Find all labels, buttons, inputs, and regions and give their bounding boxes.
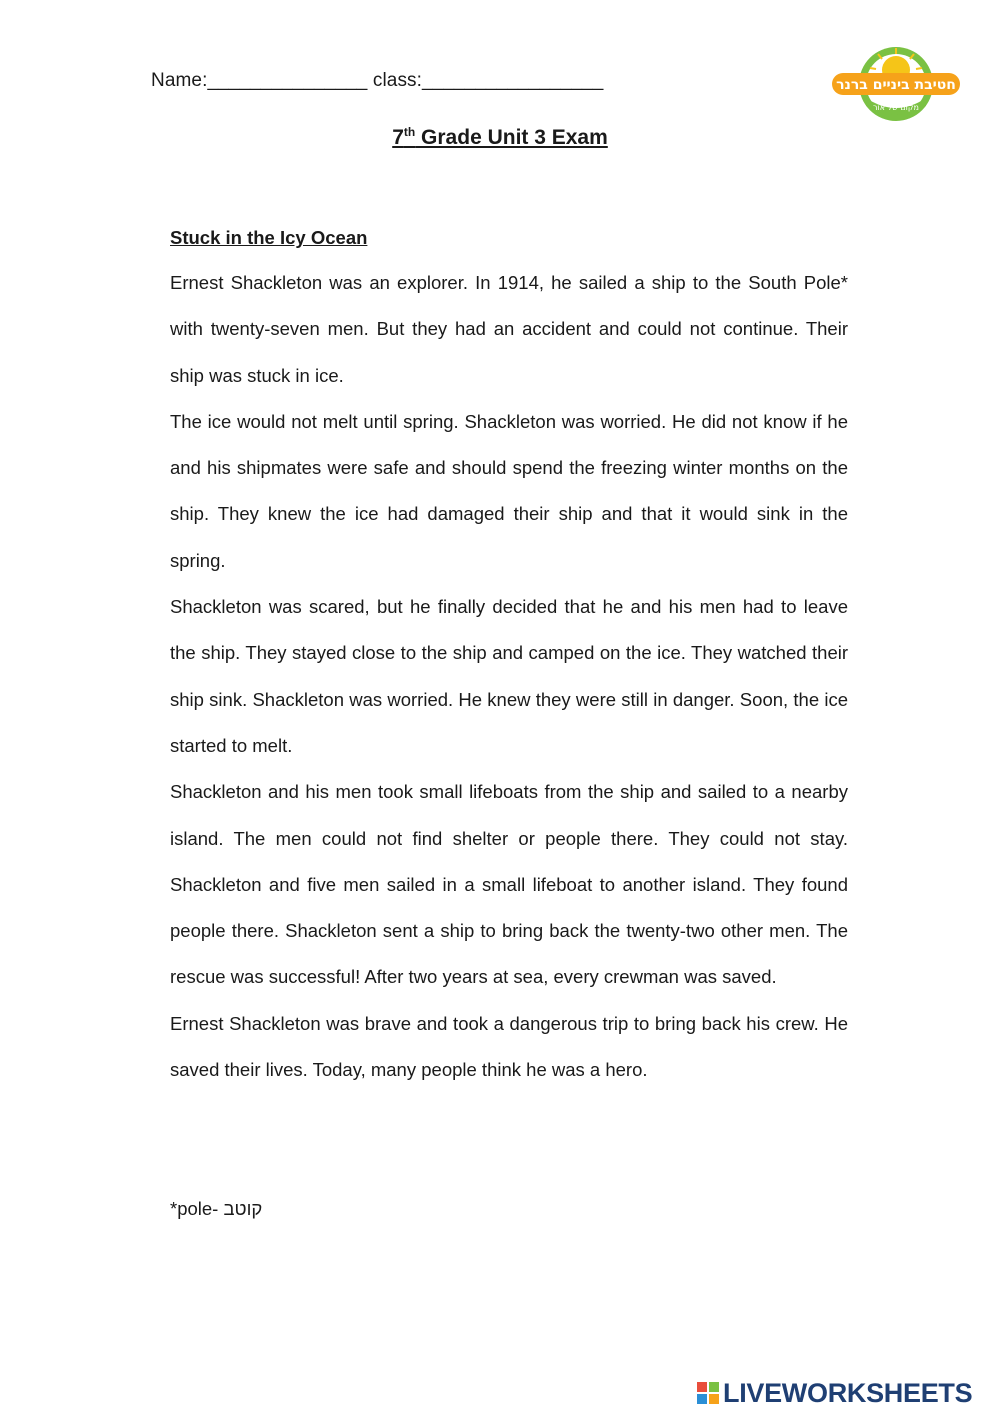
name-field-label[interactable]: Name:_______________ xyxy=(151,70,368,91)
student-info-line xyxy=(151,70,603,92)
passage-paragraph: Shackleton and his men took small lifeboats from the ship and sailed to a nearby island. The men could not find shelter or people there. They could not stay. Shackleton and five men sailed in a small lifeboat to another island. They found people there. Shackleton sent a ship to bring back the twenty-two other men. The rescue was successful! After two years at sea, every crewman was saved. xyxy=(170,781,848,988)
footnote-term: *pole- xyxy=(170,1198,224,1219)
passage-title: Stuck in the Icy Ocean xyxy=(170,227,368,248)
reading-passage xyxy=(170,224,848,1093)
passage-paragraph: Ernest Shackleton was an explorer. In 1914, he sailed a ship to the South Pole* with twenty-seven men. But they had an accident and could not continue. Their ship was stuck in ice. xyxy=(170,272,848,386)
brand-name: LIVEWORKSHEETS xyxy=(723,1377,973,1408)
glossary-footnote xyxy=(170,1198,262,1220)
passage-paragraph: Shackleton was scared, but he finally decided that he and his men had to leave the ship. They stayed close to the ship and camped on the ice. They watched their ship sink. Shackleton was worried. He knew they were still in danger. Soon, the ice started to melt. xyxy=(170,596,848,756)
logo-text-sub: מקום של אור xyxy=(873,103,919,112)
school-logo xyxy=(826,40,966,122)
liveworksheets-logo-icon xyxy=(697,1382,719,1404)
passage-paragraph: The ice would not melt until spring. Shackleton was worried. He did not know if he and his shipmates were safe and should spend the freezing winter months on the ship. They knew the ice had damaged their ship and that it would sink in the spring. xyxy=(170,410,848,571)
logo-text-main: חטיבת ביניים ברנר xyxy=(836,77,956,93)
passage-paragraph: Ernest Shackleton was brave and took a dangerous trip to bring back his crew. He saved their lives. Today, many people think he was a hero. xyxy=(170,1012,848,1081)
class-field-label[interactable]: class:_________________ xyxy=(372,70,604,91)
footnote-translation: קוטב xyxy=(223,1198,263,1219)
liveworksheets-brand[interactable] xyxy=(697,1378,972,1408)
exam-title: 7th Grade Unit 3 Exam xyxy=(392,125,608,149)
